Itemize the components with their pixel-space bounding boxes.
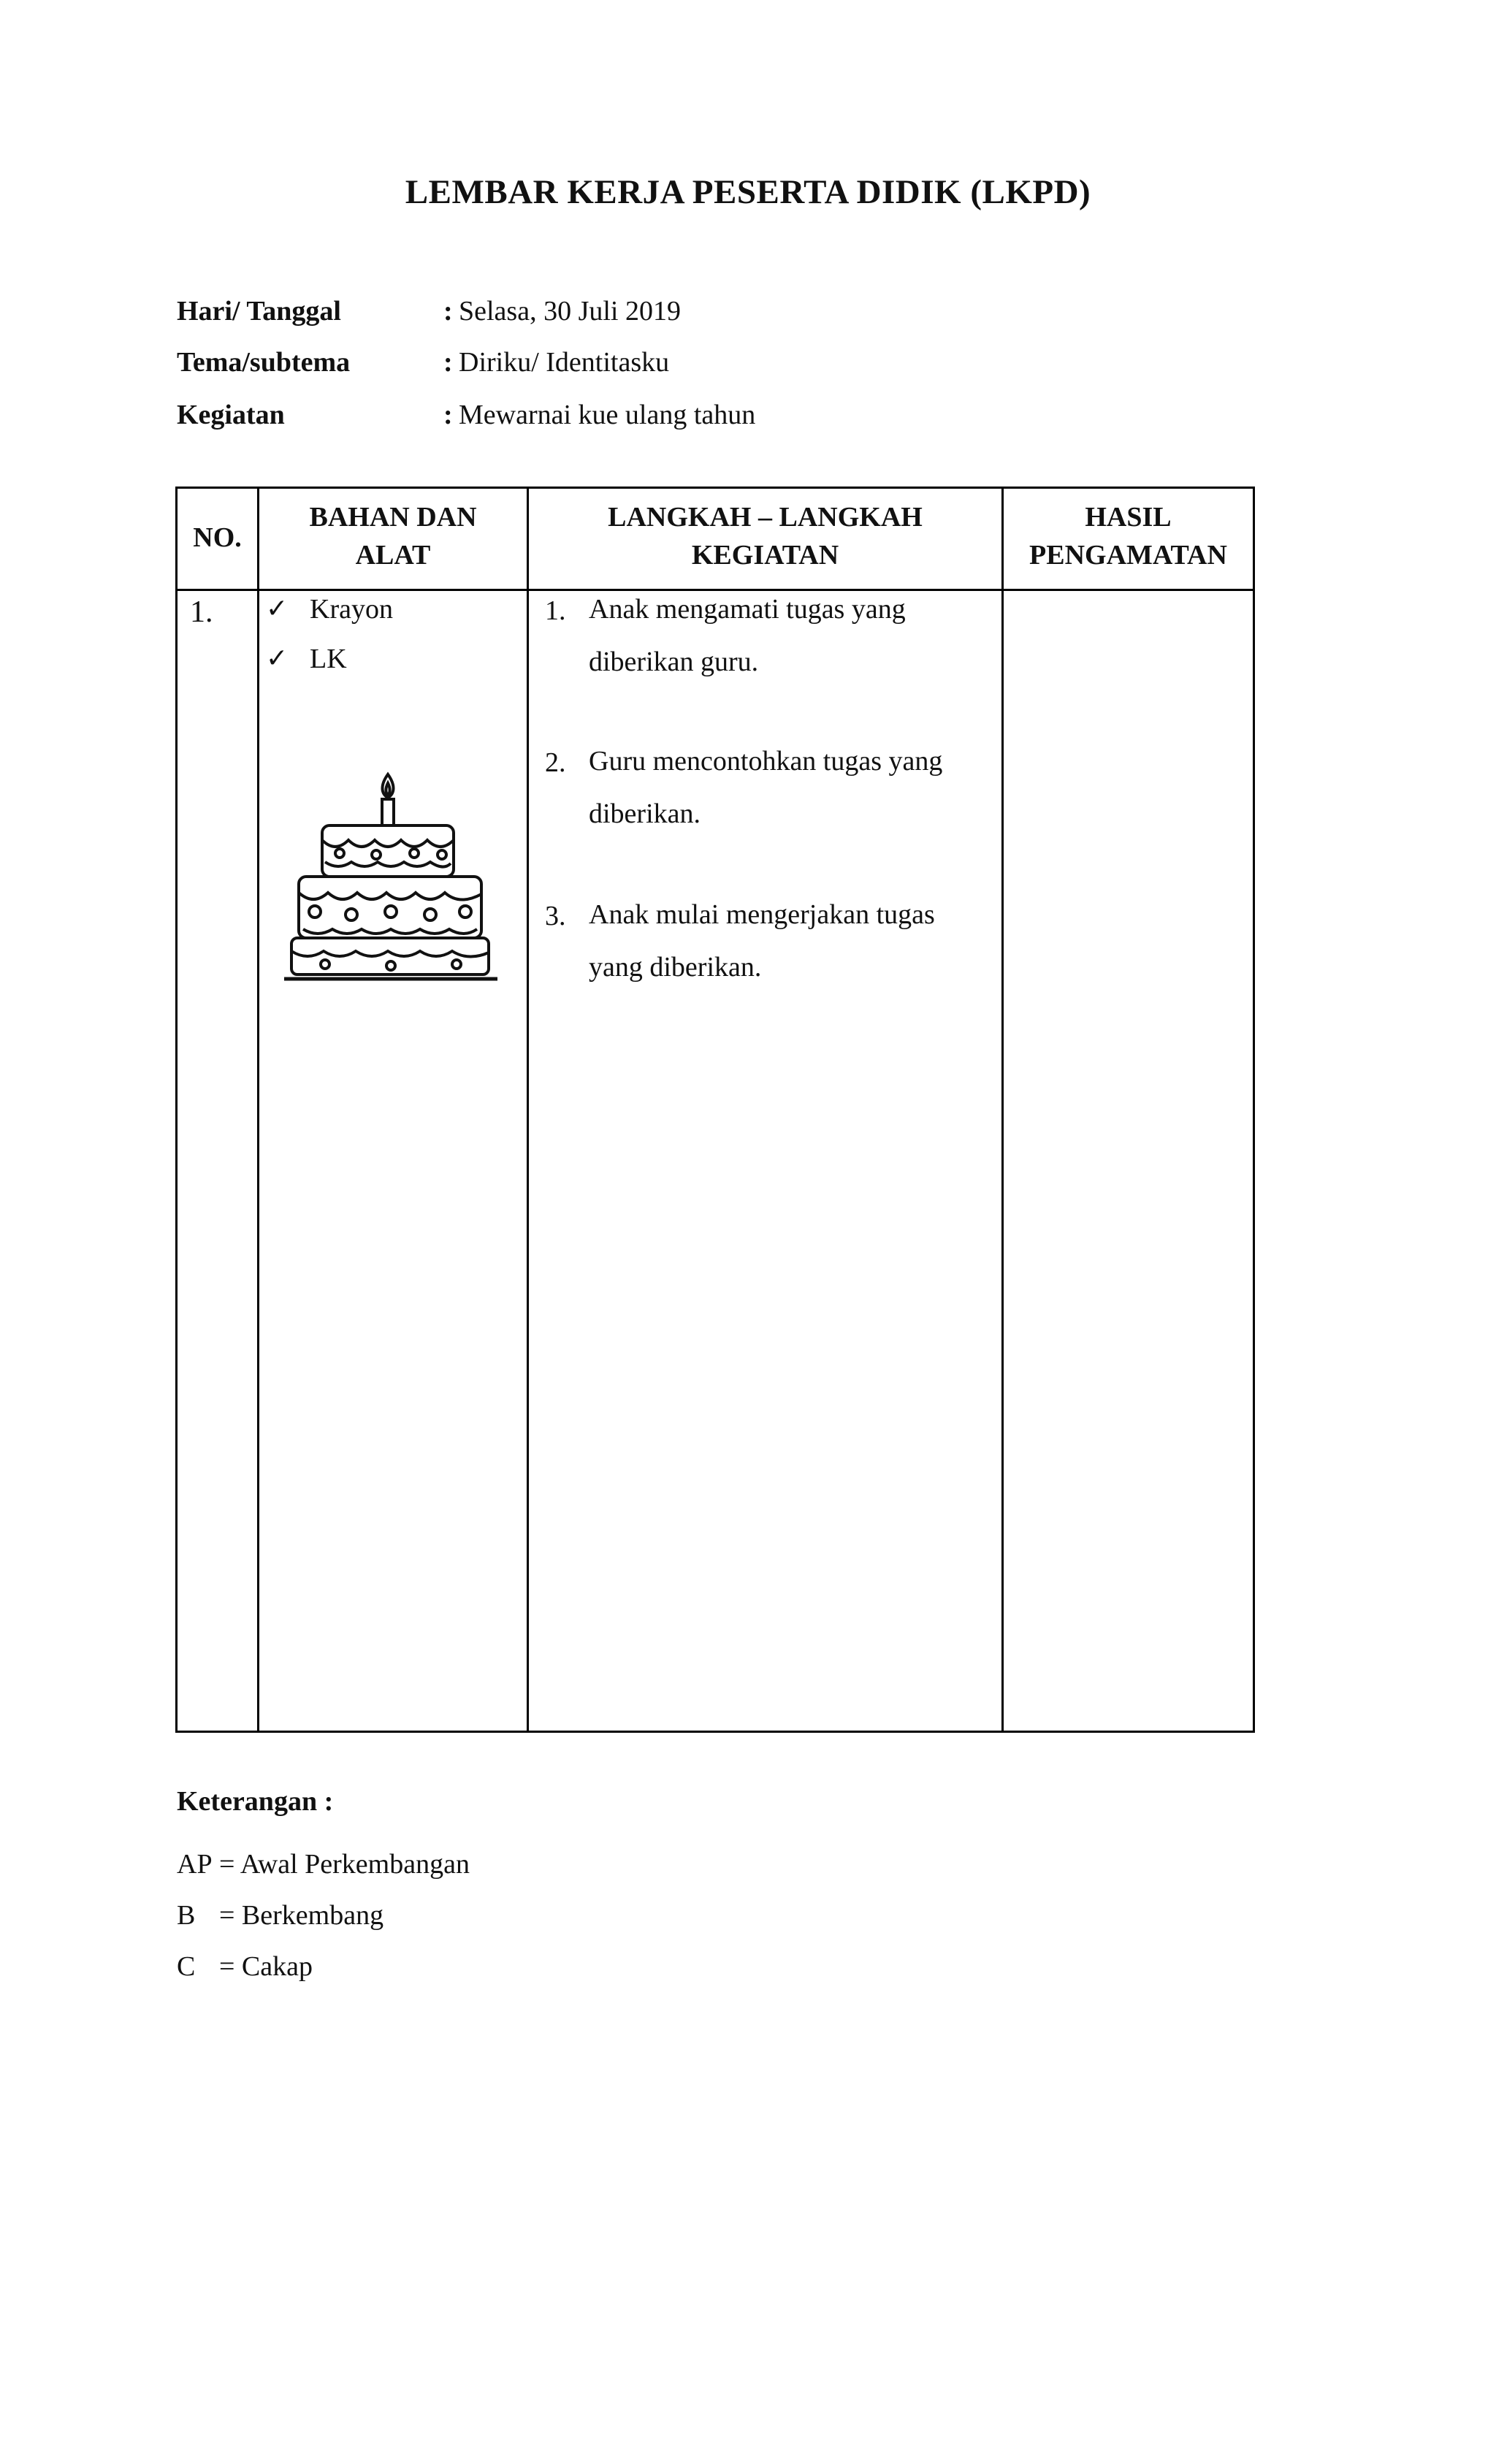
material-item: LK [310,644,347,674]
header-bahan-line1: BAHAN DAN [309,502,477,533]
column-divider [1001,487,1004,1733]
check-icon: ✓ [266,644,289,673]
material-item: Krayon [310,594,393,625]
header-hasil-line1: HASIL [1085,502,1172,533]
meta-colon: : [443,347,453,378]
activity-table [175,487,1255,1733]
step-text [589,888,983,993]
column-divider [257,487,259,1733]
document-title: LEMBAR KERJA PESERTA DIDIK (LKPD) [405,173,1091,211]
legend-code: B [177,1900,196,1931]
header-langkah-line1: LANGKAH – LANGKAH [608,502,923,533]
check-icon: ✓ [266,594,289,623]
step-line: Anak mulai mengerjakan tugas [589,899,935,930]
step-text [589,583,983,688]
row-number: 1. [190,595,213,629]
meta-label: Kegiatan [177,400,285,430]
legend-code: AP [177,1849,213,1880]
table-border-bottom [175,1731,1255,1733]
meta-value: Mewarnai kue ulang tahun [459,400,756,430]
table-border-top [175,487,1255,489]
step-line: yang diberikan. [589,952,762,983]
step-line: Anak mengamati tugas yang [589,594,906,625]
legend-description: = Berkembang [219,1900,384,1931]
header-hasil-line2: PENGAMATAN [1029,540,1227,571]
meta-colon: : [443,296,453,327]
header-langkah-line2: KEGIATAN [691,540,839,571]
step-line: Guru mencontohkan tugas yang [589,746,943,777]
meta-colon: : [443,400,453,430]
header-bahan-line2: ALAT [355,540,431,571]
step-line: diberikan. [589,798,701,829]
step-number: 2. [545,747,566,778]
meta-label: Hari/ Tanggal [177,296,341,327]
birthday-cake-icon [281,750,500,983]
step-line: diberikan guru. [589,646,759,677]
meta-value: Diriku/ Identitasku [459,347,670,378]
meta-label: Tema/subtema [177,347,351,378]
step-text [589,735,983,840]
step-number: 1. [545,595,566,626]
table-border-left [175,487,178,1733]
header-no: NO. [193,522,242,553]
table-border-right [1253,487,1255,1733]
legend-description: = Cakap [219,1951,313,1982]
step-number: 3. [545,901,566,931]
column-divider [527,487,529,1733]
meta-value: Selasa, 30 Juli 2019 [459,296,681,327]
keterangan-heading: Keterangan : [177,1786,334,1817]
legend-code: C [177,1951,196,1982]
legend-description: = Awal Perkembangan [219,1849,470,1880]
